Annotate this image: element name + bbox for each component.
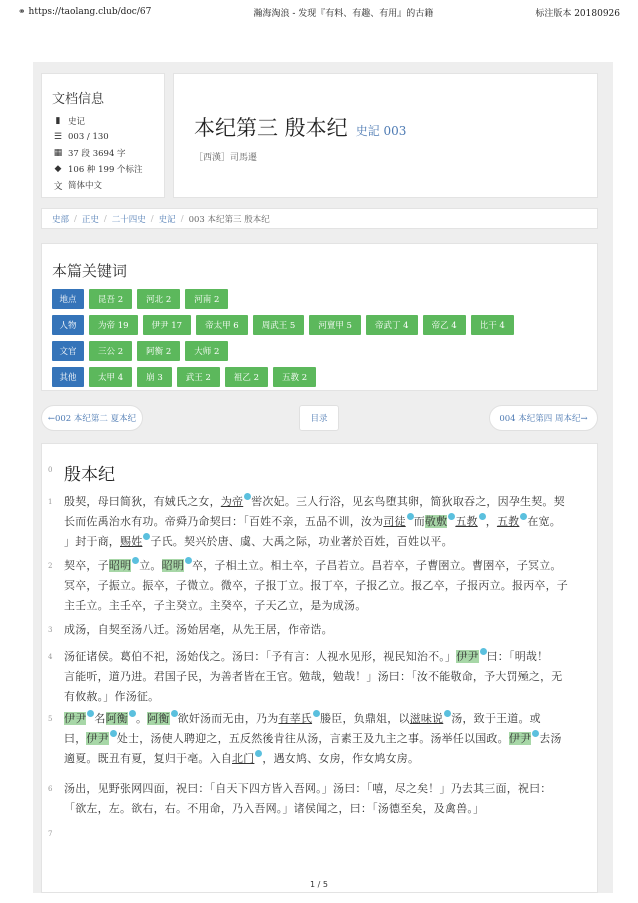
annotation-marker-icon[interactable] (444, 710, 451, 717)
annotated-term[interactable]: 滋味说 (409, 712, 444, 725)
title-card (173, 73, 598, 198)
info-row-text: 简体中文 (68, 181, 103, 191)
annotation-marker-icon[interactable] (129, 710, 136, 717)
breadcrumb-separator: / (150, 213, 154, 224)
info-row-text: 106 种 199 个标注 (68, 165, 143, 175)
book-title-line (194, 112, 597, 142)
keyword-category: 文官 (52, 341, 84, 361)
paragraph-line: 契卒，子昭明 立。昭明 卒，子相土立。相土卒，子昌若立。昌若卒，子曹圉立。曹圉卒，子冥立。 (64, 559, 562, 572)
keywords-title: 本篇关键词 (52, 262, 128, 280)
keyword-tag[interactable]: 河北 2 (137, 289, 180, 309)
annotated-term[interactable]: 伊尹 (508, 732, 532, 745)
paragraph-number: 6 (48, 785, 53, 793)
keyword-row (52, 341, 597, 361)
annotated-term[interactable]: 昭明 (108, 559, 132, 572)
breadcrumb-separator: / (180, 213, 184, 224)
annotation-marker-icon[interactable] (171, 710, 178, 717)
breadcrumb-current: 003 本纪第三 殷本纪 (188, 214, 270, 225)
annotated-term[interactable]: 赐姓 (120, 535, 143, 548)
annotated-term[interactable]: 五教 (455, 515, 478, 528)
paragraph-line: 殷契，母曰简狄，有娀氏之女，为帝 喾次妃。三人行浴，见玄鸟堕其卵，简狄取吞之，因孕生契。契 (64, 495, 565, 508)
info-row (52, 177, 154, 193)
annotation-marker-icon[interactable] (185, 557, 192, 564)
keyword-tag[interactable]: 武王 2 (177, 367, 220, 387)
annotated-term[interactable]: 伊尹 (86, 732, 109, 745)
page-header (0, 0, 638, 24)
keyword-tag[interactable]: 昆吾 2 (89, 289, 132, 309)
chapter-heading: 殷本纪 (64, 465, 115, 485)
paragraph-line: 有攸赦。」作汤征。 (64, 690, 160, 703)
keyword-tag[interactable]: 大师 2 (185, 341, 228, 361)
info-row-text: 003 / 130 (68, 132, 109, 142)
keyword-row (52, 289, 597, 309)
keyword-tag[interactable]: 河亶甲 5 (309, 315, 361, 335)
paragraph-text (64, 492, 589, 552)
keyword-tag[interactable]: 崩 3 (137, 367, 172, 387)
annotated-term[interactable]: 为帝 (220, 495, 244, 508)
keyword-tag[interactable]: 帝太甲 6 (196, 315, 248, 335)
author: ［西漢］司馬遷 (194, 153, 258, 163)
paragraph-line: 伊尹 名阿衡 。阿衡 欲奸汤而无由，乃为有莘氏 媵臣，负鼎俎，以滋味说 汤，致于王道。或 (64, 712, 541, 725)
paragraph-number: 4 (48, 653, 53, 661)
paragraph-line: 言能听，道乃进。君国子民，为善者皆在王官。勉哉，勉哉！」汤曰：「汝不能敬命，予大罚殛之，无 (64, 670, 563, 683)
annotated-term[interactable]: 有莘氏 (278, 712, 313, 725)
toc-button[interactable]: 目录 (299, 405, 339, 431)
keyword-tag[interactable]: 帝乙 4 (423, 315, 466, 335)
annotation-marker-icon[interactable] (255, 750, 262, 757)
annotation-marker-icon[interactable] (313, 710, 320, 717)
breadcrumb-link[interactable]: 二十四史 (111, 214, 146, 225)
keyword-row (52, 367, 597, 387)
chapter-nav (41, 405, 598, 433)
paragraph-line: 曰，伊尹 处士，汤使人聘迎之，五反然後肯往从汤，言素王及九主之事。汤举任以国政。伊尹 去汤 (64, 732, 562, 745)
paragraph-text (64, 647, 589, 707)
annotation-marker-icon[interactable] (244, 493, 251, 500)
url-container[interactable] (18, 7, 151, 17)
list-icon: ☰ (53, 132, 63, 142)
annotated-term[interactable]: 司徒 (383, 515, 406, 528)
breadcrumb-separator: / (74, 213, 77, 224)
book-subtitle[interactable]: 史記 003 (355, 124, 407, 138)
keyword-category: 其他 (52, 367, 84, 387)
paragraph-line: 长而佐禹治水有功。帝舜乃命契曰：「百姓不亲，五品不训，汝为司徒 而敬敷 五教 ，五教 在宽。 (64, 515, 561, 528)
page-url[interactable]: https://taolang.club/doc/67 (28, 7, 152, 17)
paragraph-text (64, 779, 589, 819)
annotation-marker-icon[interactable] (520, 513, 527, 520)
info-row (52, 113, 154, 129)
annotation-marker-icon[interactable] (407, 513, 414, 520)
annotated-term[interactable]: 敬敷 (424, 515, 448, 528)
annotated-term[interactable]: 阿衡 (147, 712, 170, 725)
paragraph-number: 3 (48, 626, 53, 634)
site-title: 瀚海淘浪 - 发现『有料、有趣、有用』的古籍 (253, 8, 434, 19)
language-icon: 文 (53, 181, 63, 192)
annotation-marker-icon[interactable] (132, 557, 139, 564)
keyword-tag[interactable]: 河南 2 (185, 289, 228, 309)
book-title: 本纪第三 殷本纪 (194, 116, 348, 140)
keyword-tag[interactable]: 五教 2 (273, 367, 316, 387)
paragraph-number: 2 (48, 562, 53, 570)
keyword-row (52, 315, 597, 335)
doc-info-card (41, 73, 165, 198)
paragraph-number: 5 (48, 715, 53, 723)
grid-icon: ▦ (53, 148, 63, 158)
book-icon: ▮ (55, 116, 61, 126)
info-row (52, 161, 154, 177)
annotation-marker-icon[interactable] (480, 648, 487, 655)
keywords-card (41, 243, 598, 391)
paragraph-line: 成汤，自契至汤八迁。汤始居亳，从先王居，作帝诰。 (64, 623, 333, 636)
chapter-number: 0 (48, 466, 53, 474)
paragraph-line: 汤出，见野张网四面，祝曰：「自天下四方皆入吾网。」汤曰：「嘻，尽之矣！」乃去其三面，祝曰： (64, 782, 552, 795)
prev-chapter-button[interactable]: ←002 本纪第二 夏本纪 (41, 405, 143, 431)
keyword-category: 地点 (52, 289, 84, 309)
paragraph-line: 主壬立。主壬卒，子主癸立。主癸卒，子天乙立，是为成汤。 (64, 599, 367, 612)
keyword-tag[interactable]: 祖乙 2 (225, 367, 268, 387)
breadcrumb-separator: / (103, 213, 107, 224)
annotated-term[interactable]: 昭明 (161, 559, 185, 572)
annotated-term[interactable]: 阿衡 (105, 712, 129, 725)
keyword-tag[interactable]: 比干 4 (471, 315, 514, 335)
paragraph-line: 適夏。既丑有夏，复归于亳。入自北门 ，遇女鸠、女房，作女鸠女房。 (64, 752, 420, 765)
keyword-tag[interactable]: 周武王 5 (253, 315, 305, 335)
paragraph-text (64, 556, 589, 616)
annotation-marker-icon[interactable] (479, 513, 486, 520)
keyword-tag[interactable]: 阿衡 2 (137, 341, 180, 361)
info-row (52, 129, 154, 145)
breadcrumb-link[interactable]: 史部 (52, 214, 70, 225)
annotated-term[interactable]: 伊尹 (64, 712, 87, 725)
info-row (52, 145, 154, 161)
next-chapter-button[interactable]: 004 本纪第四 周本纪→ (489, 405, 598, 431)
tag-icon: ◆ (54, 164, 62, 174)
annotation-marker-icon[interactable] (143, 533, 150, 540)
paragraph-number: 1 (48, 498, 53, 506)
text-card (41, 443, 598, 893)
annotation-marker-icon[interactable] (110, 730, 117, 737)
breadcrumb-link[interactable]: 正史 (81, 214, 99, 225)
page-number: 1 / 5 (310, 880, 328, 889)
paragraph-text (64, 709, 589, 769)
keyword-tag[interactable]: 三公 2 (89, 341, 132, 361)
paragraph-number: 7 (48, 830, 53, 838)
keyword-category: 人物 (52, 315, 84, 335)
paragraph-line: 冥卒，子振立。振卒，子微立。微卒，子报丁立。报丁卒，子报乙立。报乙卒，子报丙立。报丙卒，子 (64, 579, 568, 592)
breadcrumb (41, 208, 598, 229)
keyword-tag[interactable]: 太甲 4 (89, 367, 132, 387)
version-label: 标注版本 20180926 (535, 8, 620, 19)
link-icon: ⚭ (18, 7, 26, 17)
info-row-text: 37 段 3694 字 (68, 149, 126, 159)
annotated-term[interactable]: 伊尹 (456, 650, 479, 663)
annotation-marker-icon[interactable] (532, 730, 539, 737)
breadcrumb-link[interactable]: 史記 (158, 214, 176, 225)
paragraph-text (64, 620, 589, 640)
keyword-tag[interactable]: 为帝 19 (89, 315, 138, 335)
keyword-tag[interactable]: 伊尹 17 (143, 315, 192, 335)
annotation-marker-icon[interactable] (87, 710, 94, 717)
paragraph-line: 」封于商，赐姓 子氏。契兴於唐、虞、大禹之际，功业著於百姓，百姓以平。 (64, 535, 453, 548)
keyword-tag[interactable]: 帝武丁 4 (366, 315, 418, 335)
annotated-term[interactable]: 五教 (496, 515, 520, 528)
paragraph-line: 「欲左，左。欲右，右。不用命，乃入吾网。」诸侯闻之，曰：「汤德至矣，及禽兽。」 (64, 802, 485, 815)
annotated-term[interactable]: 北门 (232, 752, 255, 765)
info-row-text: 史记 (68, 117, 86, 127)
paragraph-line: 汤征诸侯。葛伯不祀，汤始伐之。汤曰：「予有言：人视水见形，视民知治不。」伊尹 曰：「明哉！ (64, 650, 549, 663)
doc-info-title: 文档信息 (52, 92, 105, 107)
